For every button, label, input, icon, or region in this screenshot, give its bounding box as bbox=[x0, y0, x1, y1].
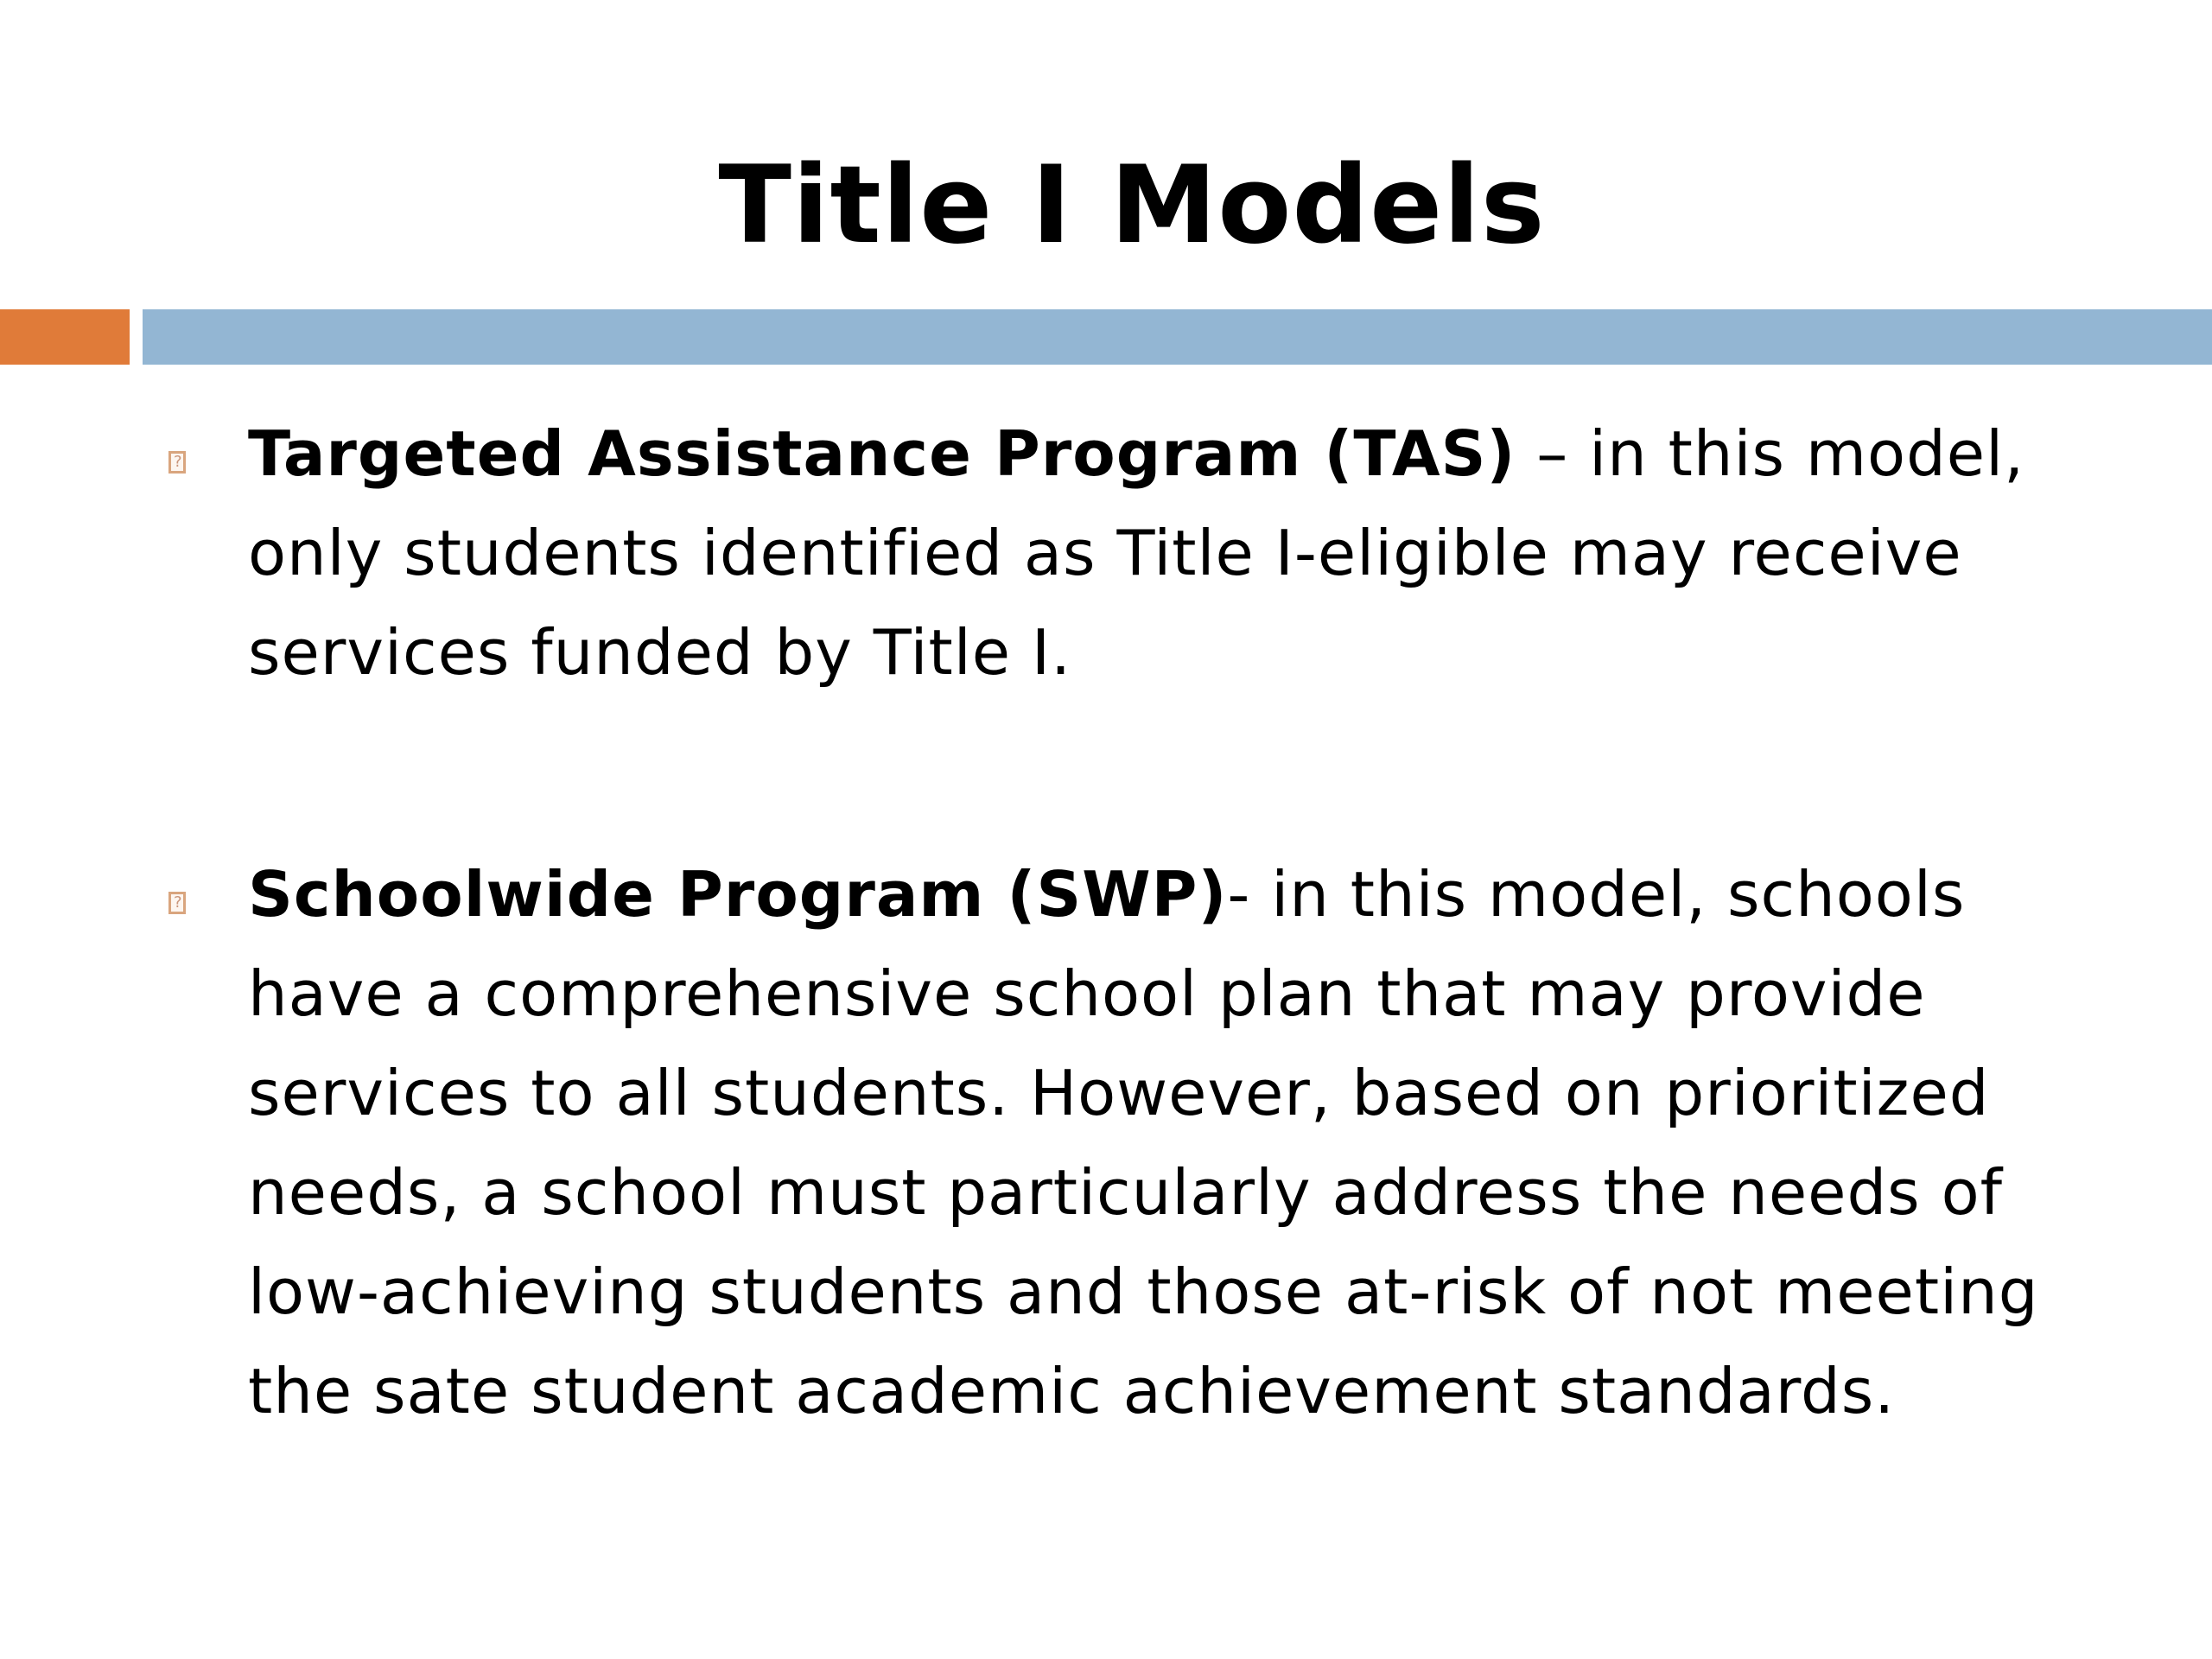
bullet-term: Schoolwide Program (SWP) bbox=[248, 858, 1228, 931]
bullet-text: - in this model, schools have a comprehensive school plan that may provide services to all students. However, based on prioritized needs, a school must particularly address the needs of low-achieving students and those at-risk of not meeting the sate student academic achievement standards. bbox=[248, 858, 2039, 1427]
square-bullet-icon bbox=[168, 892, 186, 914]
square-bullet-icon bbox=[168, 451, 186, 474]
slide-title: Title I Models bbox=[718, 143, 1546, 268]
bullet-item-swp bbox=[248, 845, 2132, 1441]
bullet-text: – in this model, only students identified as Title I-eligible may receive services funded by Title I. bbox=[248, 417, 2024, 689]
bullet-term: Targeted Assistance Program (TAS) bbox=[248, 417, 1516, 490]
bullet-item-tas bbox=[248, 404, 2132, 702]
